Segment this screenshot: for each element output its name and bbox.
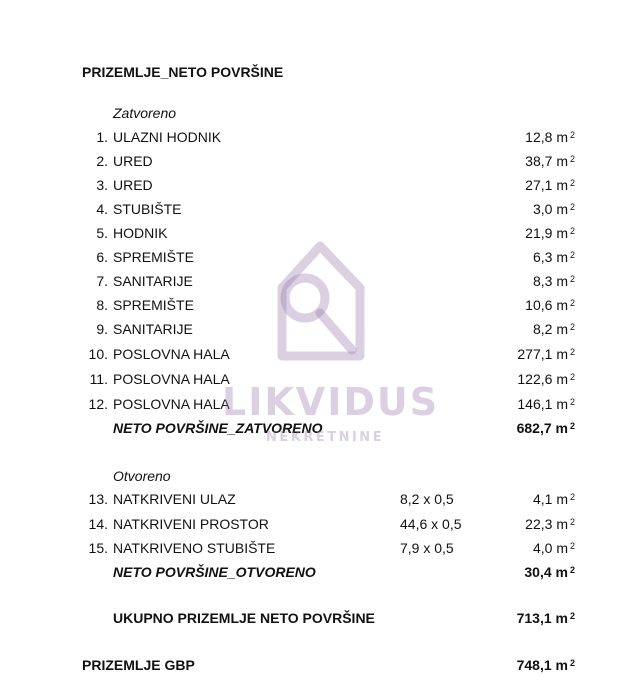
row-room-name: URED (113, 177, 153, 193)
row-room-name: POSLOVNA HALA (113, 346, 230, 362)
row-area-value: 277,1 m $^2$ (517, 346, 575, 362)
row-dimensions: 44,6 x 0,5 (400, 516, 462, 532)
row-area-value: 10,6 m $^2$ (525, 297, 575, 313)
row-number: 3. (96, 177, 108, 193)
closed-section-label: Zatvoreno (113, 105, 177, 121)
row-room-name: SANITARIJE (113, 321, 193, 337)
gbp-label: PRIZEMLJE GBP (82, 657, 195, 673)
row-room-name: NATKRIVENI ULAZ (113, 491, 236, 507)
row-area-value: 27,1 m $^2$ (525, 177, 575, 193)
row-number: 5. (96, 225, 108, 241)
row-room-name: SANITARIJE (113, 273, 193, 289)
row-room-name: SPREMIŠTE (113, 297, 194, 313)
row-dimensions: 8,2 x 0,5 (400, 491, 454, 507)
row-area-value: 8,2 m $^2$ (532, 321, 575, 337)
row-room-name: SPREMIŠTE (113, 249, 194, 265)
row-room-name: NATKRIVENI PROSTOR (113, 516, 269, 532)
row-number: 6. (96, 249, 108, 265)
row-area-value: 12,8 m $^2$ (525, 129, 575, 145)
row-room-name: STUBIŠTE (113, 201, 182, 217)
closed-total-value: 682,7 m $^2$ (516, 420, 575, 436)
row-area-value: 21,9 m $^2$ (525, 225, 575, 241)
open-total-value: 30,4 m $^2$ (524, 564, 575, 580)
row-number: 13. (88, 491, 108, 507)
row-room-name: NATKRIVENO STUBIŠTE (113, 540, 276, 556)
watermark-logo-subtext: NEKRETNINE (266, 430, 385, 445)
row-dimensions: 7,9 x 0,5 (400, 540, 454, 556)
row-number: 15. (88, 540, 108, 556)
row-area-value: 8,3 m $^2$ (532, 273, 575, 289)
gbp-value: 748,1 m $^2$ (516, 657, 575, 673)
watermark-logo-text: LIKVIDUS (222, 380, 440, 424)
grand-total-value: 713,1 m $^2$ (516, 610, 575, 626)
row-area-value: 4,1 m $^2$ (532, 491, 575, 507)
row-area-value: 3,0 m $^2$ (532, 201, 575, 217)
row-area-value: 22,3 m $^2$ (525, 516, 575, 532)
row-area-value: 4,0 m $^2$ (532, 540, 575, 556)
row-room-name: ULAZNI HODNIK (113, 129, 222, 145)
row-number: 12. (88, 396, 108, 412)
page-heading: PRIZEMLJE_NETO POVRŠINE (82, 64, 284, 80)
row-number: 14. (88, 516, 108, 532)
row-room-name: POSLOVNA HALA (113, 396, 230, 412)
row-number: 4. (96, 201, 108, 217)
grand-total-label: UKUPNO PRIZEMLJE NETO POVRŠINE (113, 610, 375, 626)
row-room-name: POSLOVNA HALA (113, 371, 230, 387)
open-section-label: Otvoreno (113, 468, 171, 484)
row-room-name: HODNIK (113, 225, 168, 241)
closed-total-label: NETO POVRŠINE_ZATVORENO (113, 420, 323, 436)
row-number: 9. (96, 321, 108, 337)
row-area-value: 122,6 m $^2$ (517, 371, 575, 387)
row-number: 7. (96, 273, 108, 289)
row-number: 2. (96, 153, 108, 169)
row-number: 10. (88, 346, 108, 362)
open-total-label: NETO POVRŠINE_OTVORENO (113, 564, 316, 580)
row-room-name: URED (113, 153, 153, 169)
row-number: 11. (89, 371, 108, 387)
row-number: 1. (96, 129, 108, 145)
row-area-value: 38,7 m $^2$ (525, 153, 575, 169)
row-number: 8. (96, 297, 108, 313)
row-area-value: 146,1 m $^2$ (517, 396, 575, 412)
row-area-value: 6,3 m $^2$ (532, 249, 575, 265)
